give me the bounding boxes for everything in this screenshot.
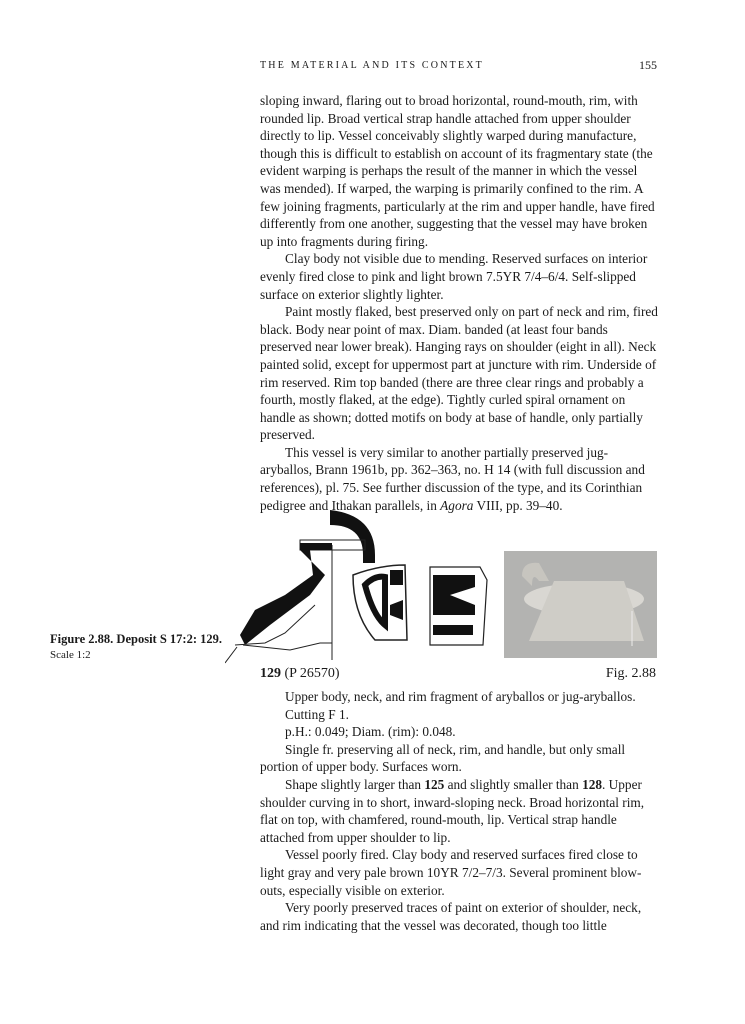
main-text-bottom [260, 688, 660, 934]
paragraph: Cutting F 1. [285, 706, 349, 722]
entry-number: 129 [260, 666, 281, 681]
vessel-profile-drawing [225, 505, 500, 665]
paragraph: Very poorly preserved traces of paint on exterior of shoulder, neck, and rim indicating that the vessel was decorated, though too little [260, 900, 642, 933]
paragraph: sloping inward, flaring out to broad horizontal, round-mouth, rim, with rounded lip. Broad vertical strap handle attached from upper shoulder directly to lip. Vessel conceivably slightly warped during manufacture, though this is difficult to establish on account of its fragmentary state (the evident warping is perhaps the result of the manner in which the vessel was mended). If warped, the warping is primarily confined to the rim. A few joining fragments, particularly at the rim and upper handle, have fired differently from one another, suggesting that the vessel may have broken up into fragments during firing. [260, 93, 655, 249]
running-title: THE MATERIAL AND ITS CONTEXT [260, 60, 484, 71]
inventory-number: (P 26570) [284, 666, 340, 681]
running-header [260, 60, 657, 71]
paragraph: This vessel is very similar to another partially preserved jug-aryballos, Brann 1961b, pp. 362–363, no. H 14 (with full discussion and references), pl. 75. See further discussion of the type, and its Corinthian pedigree and Ithakan parallels, in Agora VIII, pp. 39–40. [260, 444, 645, 513]
page-number: 155 [639, 58, 657, 72]
photo-image [504, 551, 657, 658]
paragraph: Vessel poorly fired. Clay body and reserved surfaces fired close to light gray and very pale brown 10YR 7/2–7/3. Several prominent blow-outs, especially visible on exterior. [260, 847, 642, 898]
figure-reference: Fig. 2.88 [605, 666, 656, 681]
catalogue-entry-heading [260, 666, 656, 682]
agora-italic: Agora [440, 497, 474, 513]
paragraph: Clay body not visible due to mending. Reserved surfaces on interior evenly fired close to pink and light brown 7.5YR 7/4–6/4. Self-slipped surface on exterior slightly lighter. [260, 251, 648, 302]
paragraph: p.H.: 0.049; Diam. (rim): 0.048. [285, 724, 456, 740]
paragraph: Upper body, neck, and rim fragment of aryballos or jug-aryballos. [285, 689, 636, 704]
paragraph: Paint mostly flaked, best preserved only on part of neck and rim, fired black. Body near point of max. Diam. banded (at least four bands preserved near lower break). Hanging rays on shoulder (eight in all). Neck painted solid, except for uppermost part at juncture with rim. Underside of rim reserved. Rim top banded (there are three clear rings and probably a fourth, mostly flaked, at the edge). Tightly curled spiral ornament on handle as shown; dotted motifs on body at base of handle, only partially preserved. [260, 304, 658, 443]
handle-top [330, 510, 375, 563]
figure-caption [50, 632, 250, 661]
main-text-top [260, 92, 660, 514]
paragraph: Single fr. preserving all of neck, rim, and handle, but only small portion of upper body. Surfaces worn. [260, 741, 626, 775]
paragraph: Shape slightly larger than 125 and slightly smaller than 128. Upper shoulder curving in to short, inward-sloping neck. Broad horizontal rim, flat on top, with chamfered, round-mouth, lip. Vertical strap handle attached from upper shoulder to lip. [260, 776, 645, 845]
body-profile [240, 550, 325, 645]
vessel-photograph [504, 551, 657, 658]
caption-title: Figure 2.88. Deposit S 17:2: 129. [50, 632, 222, 646]
caption-scale: Scale 1:2 [50, 649, 91, 661]
